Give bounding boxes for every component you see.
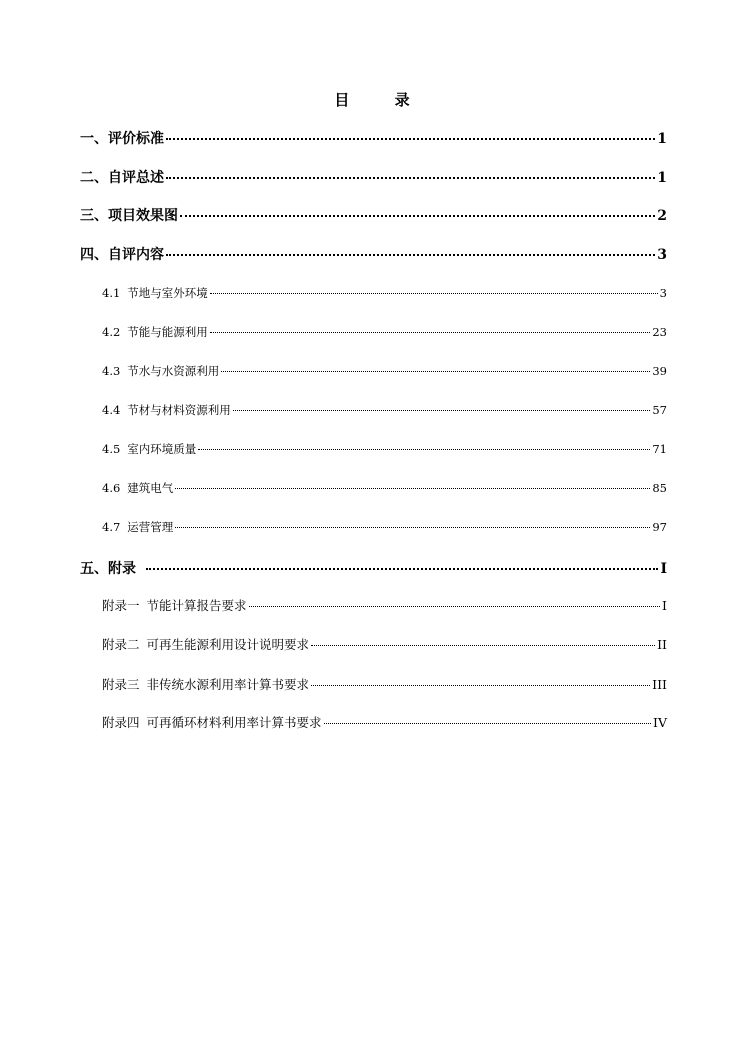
toc-entry-number: 4.4 (102, 403, 121, 417)
toc-entry-4-6[interactable] (102, 480, 667, 496)
toc-entry-page: 97 (652, 520, 667, 534)
toc-entry-page: 57 (652, 403, 667, 417)
toc-entry-page: 3 (657, 247, 667, 263)
toc-entry-evaluation-standard[interactable] (80, 128, 667, 148)
toc-entry-number: 附录四 (102, 715, 140, 730)
toc-entry-appendix[interactable] (80, 558, 667, 578)
toc-entry-label: 节能与能源利用 (127, 325, 208, 339)
toc-entry-4-3[interactable] (102, 363, 667, 379)
dot-leader (198, 449, 650, 450)
toc-entry-page: II (657, 637, 667, 652)
toc-entry-number: 4.5 (102, 442, 121, 456)
toc-entry-page: III (652, 677, 667, 692)
toc-entry-project-renderings[interactable] (80, 205, 667, 225)
toc-entry-label: 节地与室外环境 (127, 286, 208, 300)
toc-entry-page: 85 (652, 481, 667, 495)
toc-entry-number: 附录三 (102, 677, 140, 692)
dot-leader (146, 568, 658, 570)
toc-entry-page: 23 (652, 325, 667, 339)
toc-entry-page: IV (653, 715, 667, 730)
toc-entry-number: 4.6 (102, 481, 121, 495)
toc-entry-label: 三、项目效果图 (80, 208, 178, 224)
toc-entry-page: 2 (657, 208, 667, 224)
toc-entry-label: 室内环境质量 (127, 442, 197, 456)
dot-leader (175, 527, 650, 528)
toc-entry-4-4[interactable] (102, 402, 667, 418)
toc-entry-number: 4.7 (102, 520, 121, 534)
toc-entry-label: 五、附录 (80, 561, 136, 577)
toc-entry-page: I (662, 598, 667, 613)
dot-leader (180, 215, 655, 217)
dot-leader (221, 371, 650, 372)
dot-leader (324, 723, 652, 724)
toc-entry-label: 可再循环材料利用率计算书要求 (146, 715, 322, 730)
dot-leader (311, 685, 650, 686)
dot-leader (210, 332, 651, 333)
toc-entry-appendix-3[interactable] (102, 675, 667, 693)
toc-entry-self-evaluation-summary[interactable] (80, 167, 667, 187)
dot-leader (166, 138, 655, 140)
toc-entry-label: 四、自评内容 (80, 247, 164, 263)
toc-entry-number: 4.1 (102, 286, 121, 300)
toc-entry-4-2[interactable] (102, 324, 667, 340)
toc-entry-4-1[interactable] (102, 285, 667, 301)
toc-entry-page: 1 (657, 131, 667, 147)
dot-leader (249, 606, 661, 607)
toc-entry-4-7[interactable] (102, 519, 667, 535)
toc-entry-label: 二、自评总述 (80, 170, 164, 186)
toc-entry-label: 建筑电气 (127, 481, 174, 495)
toc-entry-number: 4.3 (102, 364, 121, 378)
toc-entry-number: 4.2 (102, 325, 121, 339)
toc-entry-number: 附录一 (102, 598, 140, 613)
toc-entry-4-5[interactable] (102, 441, 667, 457)
toc-title: 目 录 (334, 91, 430, 109)
dot-leader (233, 410, 651, 411)
toc-entry-label: 一、评价标准 (80, 131, 164, 147)
toc-entry-page: 1 (657, 170, 667, 186)
toc-entry-page: 3 (659, 286, 667, 300)
toc-entry-appendix-2[interactable] (102, 635, 667, 653)
toc-entry-self-evaluation-content[interactable] (80, 244, 667, 264)
toc-entry-label: 可再生能源利用设计说明要求 (146, 637, 310, 652)
toc-entry-appendix-1[interactable] (102, 596, 667, 614)
toc-entry-appendix-4[interactable] (102, 713, 667, 731)
toc-entry-label: 非传统水源利用率计算书要求 (146, 677, 310, 692)
toc-entry-label: 节能计算报告要求 (146, 598, 247, 613)
toc-entry-number: 附录二 (102, 637, 140, 652)
toc-entry-page: I (660, 561, 667, 577)
dot-leader (175, 488, 650, 489)
toc-entry-page: 71 (652, 442, 667, 456)
toc-entry-label: 运营管理 (127, 520, 174, 534)
toc-entry-label: 节材与材料资源利用 (127, 403, 231, 417)
dot-leader (166, 254, 655, 256)
toc-entry-label: 节水与水资源利用 (127, 364, 220, 378)
dot-leader (210, 293, 658, 294)
dot-leader (311, 645, 655, 646)
toc-entry-page: 39 (652, 364, 667, 378)
dot-leader (166, 177, 655, 179)
